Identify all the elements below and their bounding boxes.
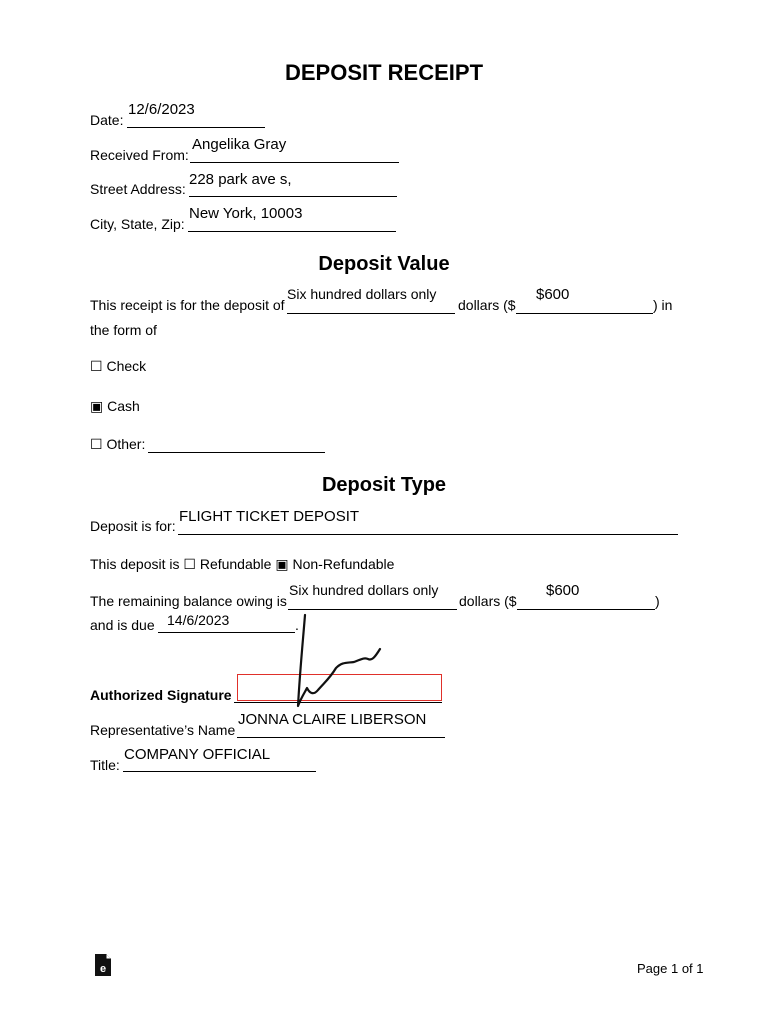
title-label: Title:	[90, 757, 120, 773]
due-date-value[interactable]: 14/6/2023	[167, 612, 230, 628]
date-value[interactable]: 12/6/2023	[128, 101, 195, 118]
deposit-sentence-start: This receipt is for the deposit of	[90, 297, 285, 313]
remaining-number-line	[517, 609, 655, 610]
street-address-label: Street Address:	[90, 181, 186, 197]
representative-name-line	[237, 737, 445, 738]
in-text: ) in	[653, 297, 673, 313]
received-from-label: Received From:	[90, 147, 189, 163]
amount-number-value[interactable]: $600	[536, 286, 570, 303]
other-line	[148, 452, 325, 453]
svg-text:e: e	[99, 963, 107, 975]
dollars-text: dollars ($	[458, 297, 516, 313]
representative-name-value[interactable]: JONNA CLAIRE LIBERSON	[238, 711, 427, 728]
title-line	[123, 771, 316, 772]
nonrefundable-label: Non-Refundable	[292, 556, 395, 572]
check-label: Check	[106, 358, 147, 374]
amount-words-value[interactable]: Six hundred dollars only	[287, 286, 437, 302]
deposit-value-heading: Deposit Value	[318, 253, 450, 275]
due-text: and is due	[90, 617, 155, 633]
remaining-balance-text: The remaining balance owing is	[90, 593, 287, 609]
other-label: Other:	[106, 436, 146, 452]
authorized-signature-label: Authorized Signature	[90, 687, 232, 703]
representative-name-label: Representative’s Name	[90, 722, 236, 738]
amount-words-line	[287, 313, 455, 314]
remaining-words-value[interactable]: Six hundred dollars only	[289, 582, 439, 598]
deposit-for-label: Deposit is for:	[90, 518, 176, 534]
deposit-for-value[interactable]: FLIGHT TICKET DEPOSIT	[179, 508, 360, 525]
title-value[interactable]: COMPANY OFFICIAL	[124, 746, 271, 763]
remaining-number-value[interactable]: $600	[546, 582, 580, 599]
received-from-value[interactable]: Angelika Gray	[192, 136, 287, 153]
form-of-text: the form of	[90, 322, 157, 338]
city-state-zip-label: City, State, Zip:	[90, 216, 185, 232]
check-checkbox-icon[interactable]: ☐	[90, 358, 103, 374]
deposit-type-heading: Deposit Type	[321, 474, 447, 496]
this-deposit-is-text: This deposit is	[90, 556, 180, 572]
remaining-close-paren: )	[655, 593, 660, 609]
cash-option[interactable]	[90, 398, 140, 415]
deposit-for-line	[178, 534, 678, 535]
eforms-logo-icon	[94, 953, 112, 977]
street-address-line	[189, 196, 397, 197]
remaining-dollars-text: dollars ($	[459, 593, 517, 609]
cash-checkbox-icon[interactable]: ▣	[90, 398, 104, 414]
refundability-row	[90, 556, 394, 573]
nonrefundable-checkbox-icon[interactable]: ▣	[275, 556, 289, 572]
amount-number-line	[516, 313, 653, 314]
due-date-line	[158, 632, 295, 633]
cash-label: Cash	[107, 398, 140, 414]
received-from-line	[190, 162, 399, 163]
other-option[interactable]	[90, 436, 145, 453]
page-number: Page 1 of 1	[637, 961, 704, 976]
check-option[interactable]	[90, 358, 146, 375]
city-state-zip-line	[188, 231, 396, 232]
other-checkbox-icon[interactable]: ☐	[90, 436, 103, 452]
due-period: .	[295, 617, 299, 633]
refundable-checkbox-icon[interactable]: ☐	[183, 556, 196, 572]
handwritten-signature	[280, 610, 390, 715]
street-address-value[interactable]: 228 park ave s,	[189, 171, 292, 188]
city-state-zip-value[interactable]: New York, 10003	[189, 205, 303, 222]
date-label: Date:	[90, 112, 124, 128]
date-line	[127, 127, 265, 128]
refundable-label: Refundable	[199, 556, 272, 572]
document-title: DEPOSIT RECEIPT	[284, 60, 484, 85]
